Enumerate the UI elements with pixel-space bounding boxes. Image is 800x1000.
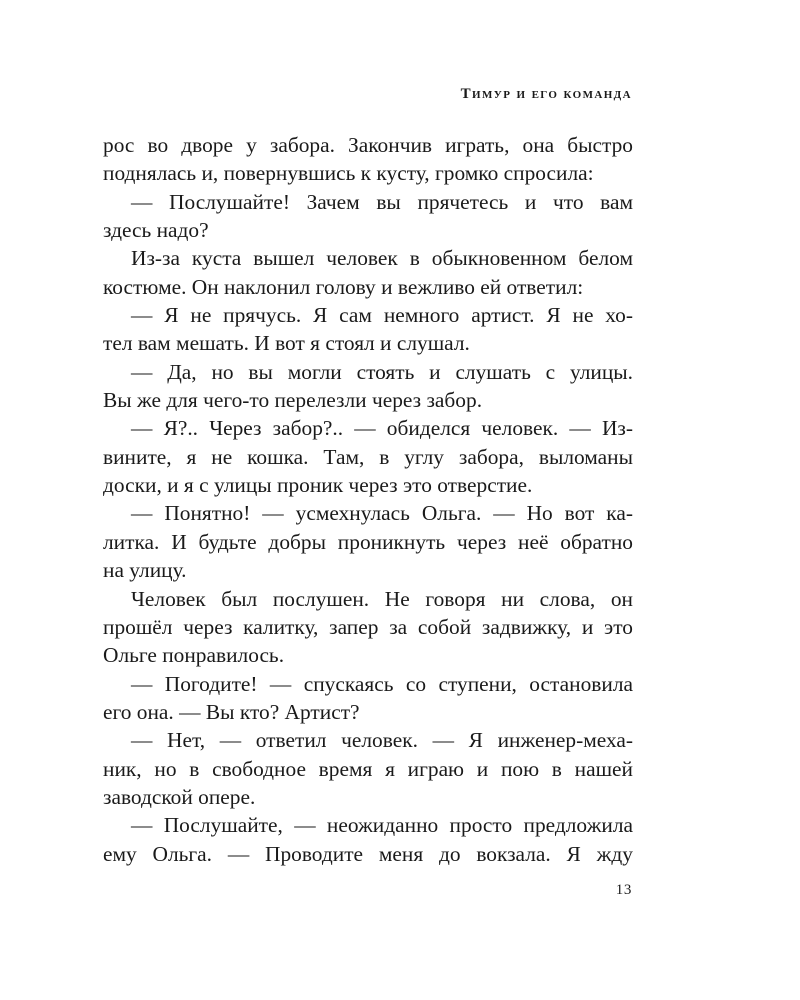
text-line: доски, и я с улицы проник через это отверстие. bbox=[103, 473, 533, 498]
text-line: поднялась и, повернувшись к кусту, громко спросила: bbox=[103, 161, 594, 186]
text-line: — Послушайте, — неожиданно просто предложила bbox=[131, 813, 633, 838]
text-line: Ольге понравилось. bbox=[103, 643, 285, 668]
text-line: — Послушайте! Зачем вы прячетесь и что вам bbox=[131, 189, 633, 214]
text-line: прошёл через калитку, запер за собой задвижку, и это bbox=[103, 614, 633, 639]
text-line: литка. И будьте добры проникнуть через неё обратно bbox=[103, 529, 633, 554]
text-line: — Да, но вы могли стоять и слушать с улицы. bbox=[131, 359, 633, 384]
text-line: ник, но в свободное время я играю и пою в нашей bbox=[103, 756, 633, 781]
text-line: — Понятно! — усмехнулась Ольга. — Но вот ка- bbox=[131, 501, 633, 526]
text-line: его она. — Вы кто? Артист? bbox=[103, 699, 360, 724]
running-head: Тимур и его команда bbox=[460, 86, 632, 102]
text-line: рос во дворе у забора. Закончив играть, она быстро bbox=[103, 133, 633, 157]
text-line: Человек был послушен. Не говоря ни слова, он bbox=[131, 586, 633, 611]
page-number: 13 bbox=[615, 882, 632, 898]
text-line: — Я?.. Через забор?.. — обиделся человек. — Из- bbox=[131, 416, 633, 441]
text-line: — Погодите! — спускаясь со ступени, остановила bbox=[131, 671, 633, 696]
text-line: костюме. Он наклонил голову и вежливо ей ответил: bbox=[103, 274, 584, 299]
text-line: — Нет, — ответил человек. — Я инженер-меха- bbox=[131, 728, 633, 753]
text-line: заводской опере. bbox=[103, 784, 256, 809]
text-line: тел вам мешать. И вот я стоял и слушал. bbox=[103, 331, 470, 356]
text-line: Вы же для чего-то перелезли через забор. bbox=[103, 388, 483, 413]
text-line: вините, я не кошка. Там, в углу забора, выломаны bbox=[103, 444, 633, 469]
body-text bbox=[103, 131, 633, 868]
text-line: Из-за куста вышел человек в обыкновенном белом bbox=[131, 246, 633, 271]
text-line: — Я не прячусь. Я сам немного артист. Я не хо- bbox=[131, 303, 633, 328]
text-line: ему Ольга. — Проводите меня до вокзала. Я жду bbox=[103, 841, 633, 866]
text-line: на улицу. bbox=[103, 558, 187, 583]
text-line: здесь надо? bbox=[103, 218, 209, 243]
